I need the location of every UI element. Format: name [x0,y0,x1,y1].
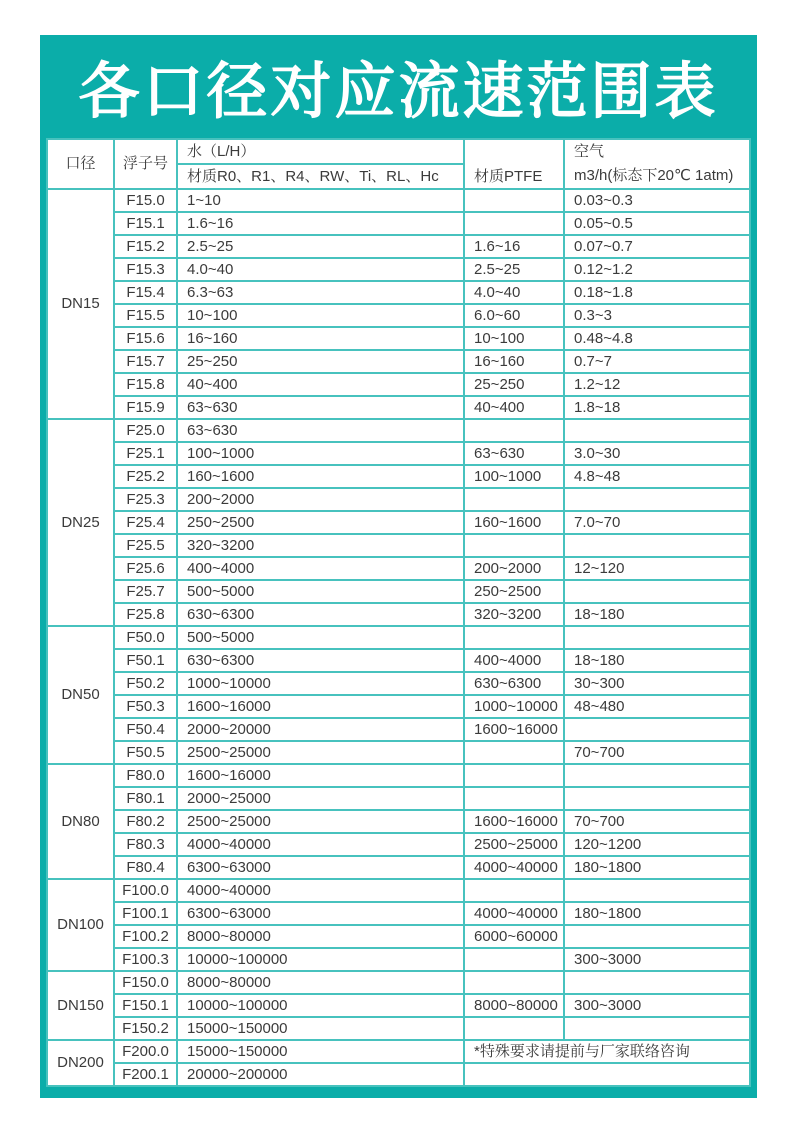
table-row [47,580,750,603]
float-cell: F100.0 [114,879,177,902]
table-row [47,258,750,281]
water-cell: 15000~150000 [177,1040,464,1063]
float-cell: F15.7 [114,350,177,373]
water-cell: 63~630 [177,396,464,419]
flow-range-table [46,138,751,1087]
air-cell: 0.12~1.2 [564,258,750,281]
water-cell: 500~5000 [177,626,464,649]
ptfe-cell: 100~1000 [464,465,564,488]
float-cell: F25.8 [114,603,177,626]
ptfe-cell: 1600~16000 [464,718,564,741]
dn-cell: DN25 [47,419,114,626]
water-cell: 160~1600 [177,465,464,488]
table-row [47,442,750,465]
ptfe-cell: 2.5~25 [464,258,564,281]
ptfe-cell: 16~160 [464,350,564,373]
water-cell: 100~1000 [177,442,464,465]
water-cell: 4000~40000 [177,879,464,902]
water-cell: 4000~40000 [177,833,464,856]
content-panel [40,35,757,1098]
ptfe-cell [464,879,564,902]
air-cell: 4.8~48 [564,465,750,488]
water-cell: 320~3200 [177,534,464,557]
table-row [47,1017,750,1040]
page-title: 各口径对应流速范围表 [78,57,719,125]
air-cell [564,764,750,787]
water-cell: 15000~150000 [177,1017,464,1040]
float-cell: F80.4 [114,856,177,879]
table-row [47,672,750,695]
table-row [47,695,750,718]
ptfe-cell [464,948,564,971]
table-row [47,212,750,235]
ptfe-cell: 6.0~60 [464,304,564,327]
ptfe-cell: 25~250 [464,373,564,396]
table-row [47,925,750,948]
float-cell: F15.8 [114,373,177,396]
ptfe-cell: 6000~60000 [464,925,564,948]
float-cell: F50.5 [114,741,177,764]
water-cell: 2.5~25 [177,235,464,258]
header-air-unit: m3/h(标态下20℃ 1atm) [574,167,734,184]
table-row [47,327,750,350]
table-row [47,1063,750,1086]
water-cell: 6.3~63 [177,281,464,304]
float-cell: F100.2 [114,925,177,948]
table-row [47,557,750,580]
float-cell: F150.0 [114,971,177,994]
ptfe-cell [464,488,564,511]
air-cell: 1.8~18 [564,396,750,419]
table-row [47,718,750,741]
water-cell: 10~100 [177,304,464,327]
float-cell: F15.4 [114,281,177,304]
air-cell: 0.03~0.3 [564,189,750,212]
table-row [47,879,750,902]
water-cell: 1000~10000 [177,672,464,695]
air-cell [564,488,750,511]
air-cell: 120~1200 [564,833,750,856]
float-cell: F200.1 [114,1063,177,1086]
header-water-group: 水（L/H） [177,139,464,164]
table-row [47,603,750,626]
float-cell: F25.3 [114,488,177,511]
air-cell [564,1017,750,1040]
float-cell: F50.2 [114,672,177,695]
ptfe-cell: 250~2500 [464,580,564,603]
ptfe-cell [464,741,564,764]
header-air [564,139,750,189]
air-cell: 0.48~4.8 [564,327,750,350]
air-cell: 180~1800 [564,902,750,925]
air-cell: 1.2~12 [564,373,750,396]
ptfe-cell: 160~1600 [464,511,564,534]
water-cell: 1600~16000 [177,764,464,787]
table-row [47,971,750,994]
table-row [47,626,750,649]
ptfe-cell: 63~630 [464,442,564,465]
ptfe-cell [464,971,564,994]
float-cell: F25.0 [114,419,177,442]
water-cell: 25~250 [177,350,464,373]
table-row [47,833,750,856]
float-cell: F25.2 [114,465,177,488]
air-cell: 18~180 [564,603,750,626]
air-cell [564,879,750,902]
table-row [47,373,750,396]
water-cell: 16~160 [177,327,464,350]
water-cell: 630~6300 [177,603,464,626]
float-cell: F25.1 [114,442,177,465]
ptfe-cell: 1.6~16 [464,235,564,258]
water-cell: 1.6~16 [177,212,464,235]
ptfe-cell: 8000~80000 [464,994,564,1017]
water-cell: 6300~63000 [177,902,464,925]
table-row [47,787,750,810]
table-row [47,304,750,327]
ptfe-cell: 1600~16000 [464,810,564,833]
ptfe-cell: 320~3200 [464,603,564,626]
ptfe-cell: 4000~40000 [464,856,564,879]
air-cell: 300~3000 [564,994,750,1017]
table-row [47,741,750,764]
water-cell: 2000~25000 [177,787,464,810]
air-cell: 12~120 [564,557,750,580]
float-cell: F25.6 [114,557,177,580]
ptfe-cell [464,212,564,235]
ptfe-cell: 400~4000 [464,649,564,672]
water-cell: 63~630 [177,419,464,442]
table-row [47,856,750,879]
water-cell: 20000~200000 [177,1063,464,1086]
dn-cell: DN15 [47,189,114,419]
air-cell: 30~300 [564,672,750,695]
water-cell: 1~10 [177,189,464,212]
float-cell: F150.2 [114,1017,177,1040]
air-cell: 7.0~70 [564,511,750,534]
dn-cell: DN80 [47,764,114,879]
float-cell: F50.1 [114,649,177,672]
table-row [47,281,750,304]
air-cell [564,787,750,810]
header-air-label: 空气 [574,143,605,160]
float-cell: F80.0 [114,764,177,787]
ptfe-cell: 4.0~40 [464,281,564,304]
ptfe-cell [464,189,564,212]
air-cell: 0.05~0.5 [564,212,750,235]
air-cell: 3.0~30 [564,442,750,465]
dn-cell: DN50 [47,626,114,764]
water-cell: 500~5000 [177,580,464,603]
float-cell: F25.4 [114,511,177,534]
float-cell: F80.1 [114,787,177,810]
water-cell: 250~2500 [177,511,464,534]
float-cell: F50.0 [114,626,177,649]
table-row [47,511,750,534]
header-float-number: 浮子号 [114,139,177,189]
header-diameter: 口径 [47,139,114,189]
float-cell: F80.3 [114,833,177,856]
table-row [47,948,750,971]
ptfe-cell: 1000~10000 [464,695,564,718]
ptfe-cell: 4000~40000 [464,902,564,925]
float-cell: F25.5 [114,534,177,557]
ptfe-cell: 40~400 [464,396,564,419]
float-cell: F50.4 [114,718,177,741]
float-cell: F15.5 [114,304,177,327]
water-cell: 8000~80000 [177,971,464,994]
water-cell: 10000~100000 [177,994,464,1017]
ptfe-cell [464,534,564,557]
air-cell: 180~1800 [564,856,750,879]
header-row-1 [47,139,750,164]
dn-cell: DN100 [47,879,114,971]
table-row [47,465,750,488]
air-cell [564,534,750,557]
table-row [47,419,750,442]
float-cell: F15.9 [114,396,177,419]
water-cell: 4.0~40 [177,258,464,281]
air-cell [564,925,750,948]
header-water-material: 材质R0、R1、R4、RW、Ti、RL、Hc [177,164,464,189]
water-cell: 2500~25000 [177,810,464,833]
table-row [47,488,750,511]
air-cell: 0.3~3 [564,304,750,327]
empty-cell [464,1063,750,1086]
float-cell: F15.2 [114,235,177,258]
air-cell: 0.07~0.7 [564,235,750,258]
table-body [47,189,750,1086]
table-row [47,350,750,373]
water-cell: 2500~25000 [177,741,464,764]
air-cell: 70~700 [564,741,750,764]
float-cell: F200.0 [114,1040,177,1063]
table-row [47,189,750,212]
ptfe-cell: 630~6300 [464,672,564,695]
ptfe-cell [464,764,564,787]
ptfe-cell: 10~100 [464,327,564,350]
dn-cell: DN150 [47,971,114,1040]
water-cell: 8000~80000 [177,925,464,948]
air-cell [564,419,750,442]
float-cell: F100.1 [114,902,177,925]
water-cell: 400~4000 [177,557,464,580]
table-row [47,396,750,419]
water-cell: 2000~20000 [177,718,464,741]
float-cell: F150.1 [114,994,177,1017]
table-row [47,764,750,787]
float-cell: F50.3 [114,695,177,718]
ptfe-cell [464,626,564,649]
table-row [47,994,750,1017]
table-row [47,902,750,925]
table-row [47,649,750,672]
float-cell: F15.3 [114,258,177,281]
air-cell: 300~3000 [564,948,750,971]
air-cell: 70~700 [564,810,750,833]
air-cell: 18~180 [564,649,750,672]
ptfe-cell [464,419,564,442]
air-cell [564,971,750,994]
ptfe-cell: 200~2000 [464,557,564,580]
float-cell: F80.2 [114,810,177,833]
float-cell: F15.6 [114,327,177,350]
table-header [47,139,750,189]
header-ptfe-material: 材质PTFE [464,139,564,189]
air-cell [564,718,750,741]
float-cell: F15.1 [114,212,177,235]
water-cell: 630~6300 [177,649,464,672]
air-cell: 0.18~1.8 [564,281,750,304]
air-cell [564,580,750,603]
table-row [47,1040,750,1063]
table-row [47,810,750,833]
float-cell: F25.7 [114,580,177,603]
water-cell: 1600~16000 [177,695,464,718]
float-cell: F15.0 [114,189,177,212]
note-cell: *特殊要求请提前与厂家联络咨询 [464,1040,750,1063]
table-row [47,235,750,258]
dn-cell: DN200 [47,1040,114,1086]
water-cell: 10000~100000 [177,948,464,971]
air-cell [564,626,750,649]
ptfe-cell: 2500~25000 [464,833,564,856]
water-cell: 6300~63000 [177,856,464,879]
ptfe-cell [464,787,564,810]
table-row [47,534,750,557]
air-cell: 48~480 [564,695,750,718]
air-cell: 0.7~7 [564,350,750,373]
water-cell: 40~400 [177,373,464,396]
float-cell: F100.3 [114,948,177,971]
ptfe-cell [464,1017,564,1040]
water-cell: 200~2000 [177,488,464,511]
